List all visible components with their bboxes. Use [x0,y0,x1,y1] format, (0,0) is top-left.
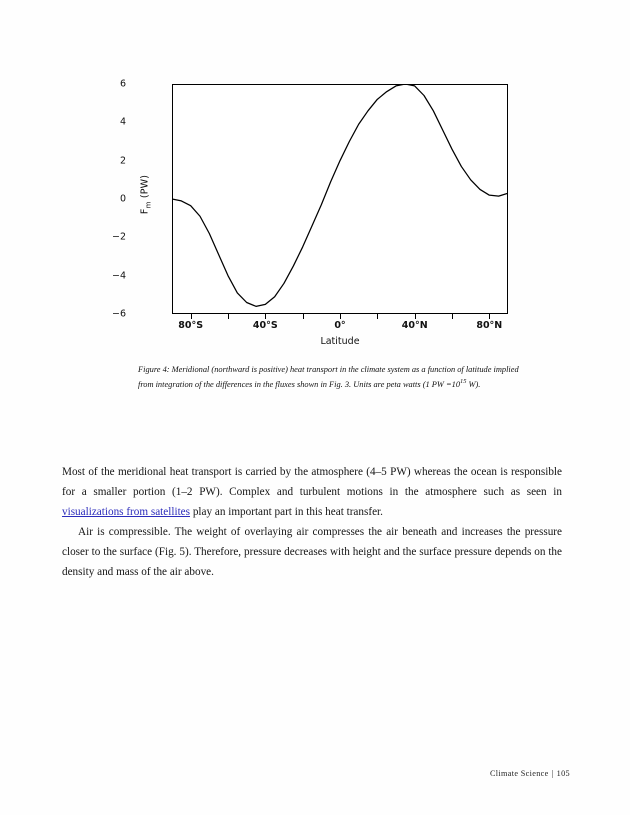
footer-separator: | [551,769,554,778]
figure-caption-line-3-pre: Units are peta watts (1 PW =10 [353,379,461,389]
x-tick-mark [340,314,341,319]
y-axis-label-unit: (PW) [139,174,151,199]
y-axis-label-symbol: F [139,208,151,215]
chart-plot-area [110,70,530,345]
figure-caption-line-1: Figure 4: Meridional (northward is positive) heat transport in the climate system as a [138,365,426,374]
x-tick-mark [228,314,229,319]
footer-book-title: Climate Science [489,769,549,778]
x-tick-mark [415,314,416,319]
x-tick-mark [377,314,378,319]
figure-4 [110,70,530,391]
y-axis-label-subscript: m [144,201,153,209]
y-tick-label-2: 2 [119,155,126,167]
x-tick-mark [452,314,453,319]
x-tick-label-80S: 80°S [178,320,204,331]
y-tick-label-neg2: −2 [111,231,126,243]
y-tick-label-neg4: −4 [111,270,126,282]
x-tick-mark [489,314,490,319]
paragraph-1-post: play an important part in this heat transfer. [190,505,383,518]
x-tick-mark [191,314,192,319]
satellite-visualizations-link[interactable]: visualizations from satellites [62,505,191,518]
figure-caption-exponent: 15 [460,377,467,385]
x-tick-mark [265,314,266,319]
figure-caption-line-3-post: W). [466,379,481,389]
x-tick-label-40N: 40°N [401,320,428,331]
body-text [62,463,562,583]
x-axis-label: Latitude [320,336,360,347]
paragraph-1 [62,463,562,523]
x-tick-label-0: 0° [334,320,346,331]
paragraph-1-pre: Most of the meridional heat transport is carried by the atmosphere (4–5 PW) whereas the ocean is responsible for a smaller portion (1–2 PW). Complex and turbulent motions in the atmosphere such as seen in [62,466,562,498]
x-tick-label-40S: 40°S [252,320,278,331]
y-axis-label [140,154,153,234]
x-tick-mark [303,314,304,319]
y-tick-label-0: 0 [119,193,126,205]
paragraph-2: Air is compressible. The weight of overlaying air compresses the air beneath and increases the pressure closer to the surface (Fig. 5). Therefore, pressure decreases with height and the surface pressure depends on the density and mass of the air above. [62,525,562,578]
y-tick-label-6: 6 [119,78,126,90]
x-tick-label-80N: 80°N [476,320,503,331]
figure-caption-line-2: function of latitude implied from integration of the differences in the fluxes shown in Fig. 3. [138,365,519,389]
y-tick-label-4: 4 [119,116,126,128]
y-tick-label-neg6: −6 [111,308,126,320]
footer-page-number: 105 [556,769,570,778]
heat-transport-curve [172,84,508,314]
page-footer [490,769,570,778]
figure-caption [138,363,530,391]
